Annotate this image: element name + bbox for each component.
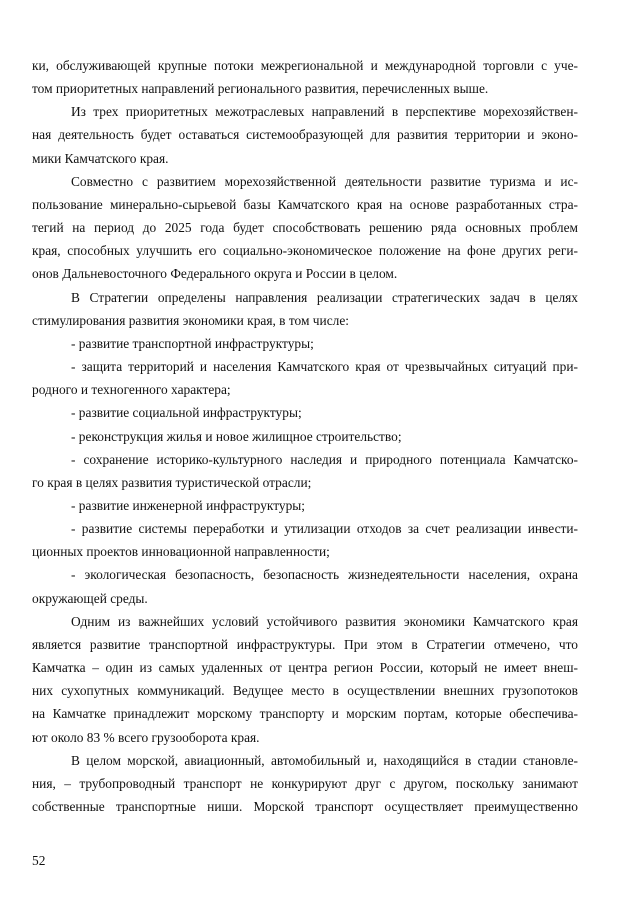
text-line: тегий на период до 2025 года будет способствовать решению ряда основных проблем [32, 220, 578, 236]
text-line: - реконструкция жилья и новое жилищное строительство; [71, 428, 402, 444]
text-line: окружающей среды. [32, 590, 148, 606]
text-line: собственные транспортные ниши. Морской транспорт осуществляет преимущественно [32, 799, 578, 814]
text-line: го края в целях развития туристической отрасли; [32, 474, 312, 490]
text-line: онов Дальневосточного Федерального округа и России в целом. [32, 266, 398, 282]
text-line: пользование минерально-сырьевой базы Камчатского края на основе разработанных стра- [32, 196, 578, 212]
page-number: 52 [32, 853, 46, 868]
text-line: ционных проектов инновационной направленности; [32, 544, 330, 560]
text-line: Камчатка – один из самых удаленных от центра регион России, который не имеет внеш- [32, 660, 578, 676]
text-line: том приоритетных направлений регионального развития, перечисленных выше. [32, 81, 489, 97]
text-line: - развитие транспортной инфраструктуры; [71, 335, 314, 351]
text-line: Совместно с развитием морехозяйственной деятельности развитие туризма и ис- [71, 173, 578, 189]
text-line: - экологическая безопасность, безопасность жизнедеятельности населения, охрана [71, 567, 578, 583]
text-line: - развитие инженерной инфраструктуры; [71, 497, 305, 513]
text-line: является развитие транспортной инфраструктуры. При этом в Стратегии отмечено, что [32, 636, 578, 652]
text-line: - сохранение историко-культурного наследия и природного потенциала Камчатско- [71, 451, 578, 467]
text-line: ния, – трубопроводный транспорт не конкурируют друг с другом, поскольку занимают [32, 775, 578, 791]
text-line: - защита территорий и населения Камчатского края от чрезвычайных ситуаций при- [71, 359, 578, 375]
text-line: них сухопутных коммуникаций. Ведущее место в осуществлении внешних грузопотоков [32, 683, 578, 699]
text-line: ная деятельность будет оставаться системообразующей для развития территории и эконо- [32, 127, 578, 143]
body-text [32, 54, 578, 818]
text-line: мики Камчатского края. [32, 150, 169, 166]
text-line: ют около 83 % всего грузооборота края. [32, 729, 260, 745]
text-line: края, способных улучшить его социально-экономическое положение на фоне других реги- [32, 243, 578, 259]
text-line: - развитие системы переработки и утилизации отходов за счет реализации инвести- [71, 521, 578, 537]
text-line: В целом морской, авиационный, автомобильный и, находящийся в стадии становле- [71, 752, 578, 768]
text-line: - развитие социальной инфраструктуры; [71, 405, 302, 421]
text-line: ки, обслуживающей крупные потоки межрегиональной и международной торговли с уче- [32, 58, 578, 73]
text-line: В Стратегии определены направления реализации стратегических задач в целях [71, 289, 578, 305]
text-line: стимулирования развития экономики края, в том числе: [32, 312, 349, 328]
text-line: Из трех приоритетных межотраслевых направлений в перспективе морехозяйствен- [71, 104, 578, 120]
text-line: Одним из важнейших условий устойчивого развития экономики Камчатского края [71, 613, 578, 629]
text-line: на Камчатке принадлежит морскому транспорту и морским портам, которые обеспечива- [32, 706, 578, 722]
text-line: родного и техногенного характера; [32, 382, 231, 398]
